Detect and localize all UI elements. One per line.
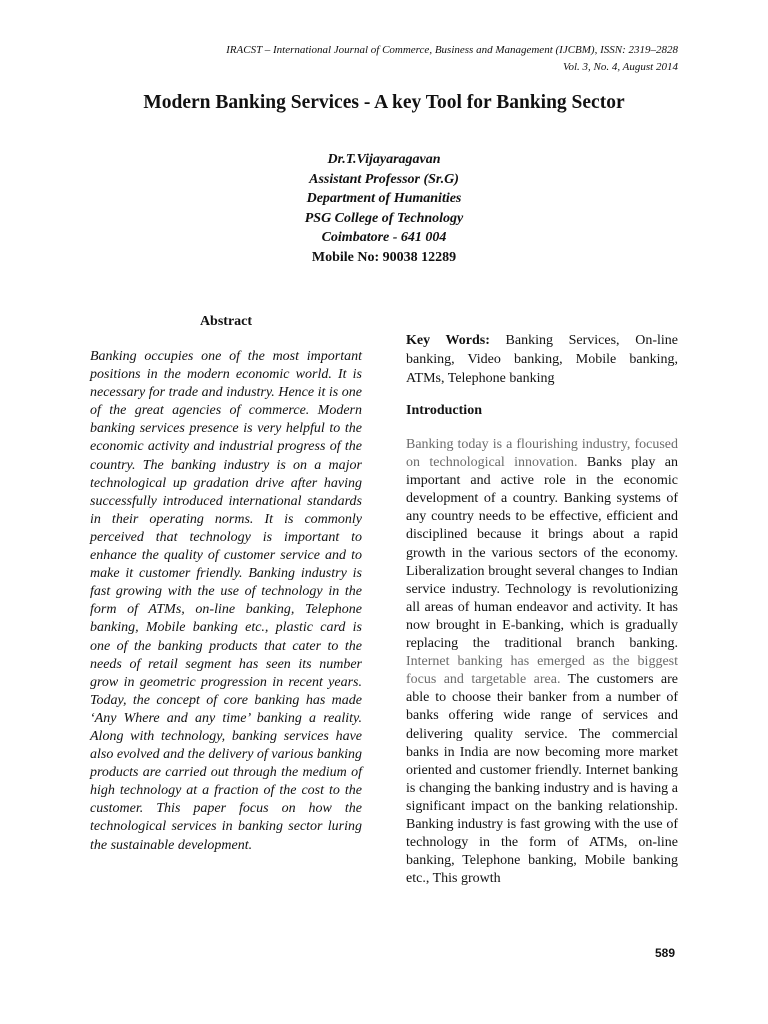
abstract-text: Banking occupies one of the most important positions in the modern economic world. It is necessary for trade and industry. Hence it is one of the great agencies of commerce. Modern banking services presence is very helpful to the economic activity and industrial progress of the country. The banking industry is on a major technological up gradation drive after having successfully introduced international standards in their operating norms. It is commonly perceived that technology is important to enhance the quality of customer service and to make it customer friendly. Banking industry is fast growing with the use of technology in the form of ATMs, on-line banking, Telephone banking, Mobile banking etc., plastic card is one of the banking products that cater to the needs of retail segment has seen its number grow in geometric progression in recent years. Today, the concept of core banking has made ‘Any Where and any time’ banking a reality. Along with technology, banking services have also evolved and the delivery of various banking products are carried out through the medium of high technology at a fraction of the cost to the customer. This paper focus on how the technological services in banking sector luring the sustainable development. [90, 349, 362, 853]
author-city: Coimbatore - 641 004 [321, 230, 447, 245]
author-name: Dr.T.Vijayaragavan [327, 152, 441, 167]
author-mobile: Mobile No: 90038 12289 [311, 249, 457, 265]
intro-body-1: Banks play an important and active role in the economic development of a country. Banking systems of any country needs to be effective, efficient and disciplined because it brings about a rapid growth in the various sectors of the economy. Liberalization brought several changes to Indian service industry. Technology is revolutionizing all areas of human endeavor and activity. It has now brought in E-banking, which is gradually replacing the traditional branch banking. [406, 455, 678, 652]
keywords-text: Banking Services, On-line banking, Video banking, Mobile banking, ATMs, Telephone banking [406, 333, 678, 386]
abstract-heading: Abstract [199, 314, 253, 329]
keywords-paragraph [406, 331, 678, 388]
introduction-text [406, 436, 678, 888]
author-college: PSG College of Technology [304, 210, 464, 226]
journal-header: IRACST – International Journal of Commerce, Business and Management (IJCBM), ISSN: 2319–2828 [226, 44, 678, 56]
keywords-label: Key Words: [406, 333, 490, 348]
author-position: Assistant Professor (Sr.G) [309, 171, 459, 187]
author-block [0, 150, 768, 267]
paper-title: Modern Banking Services - A key Tool for Banking Sector [143, 92, 625, 113]
author-department: Department of Humanities [306, 191, 462, 206]
page-number: 589 [655, 946, 676, 960]
intro-body-2: The customers are able to choose their banker from a number of banks offering wide range of services and delivering quality service. The commercial banks in India are now becoming more market oriented and customer friendly. Internet banking is changing the banking industry and is having a significant impact on the banking relationship. Banking industry is fast growing with the use of technology in the form of ATMs, on-line banking, Telephone banking, Mobile banking etc., This growth [406, 672, 678, 887]
intro-highlight-2: Internet banking has emerged as the biggest focus and targetable area. [406, 654, 678, 688]
introduction-heading: Introduction [406, 403, 482, 418]
intro-highlight-1: Banking today is a flourishing industry, focused on technological innovation. [406, 437, 678, 471]
volume-header: Vol. 3, No. 4, August 2014 [562, 61, 678, 73]
